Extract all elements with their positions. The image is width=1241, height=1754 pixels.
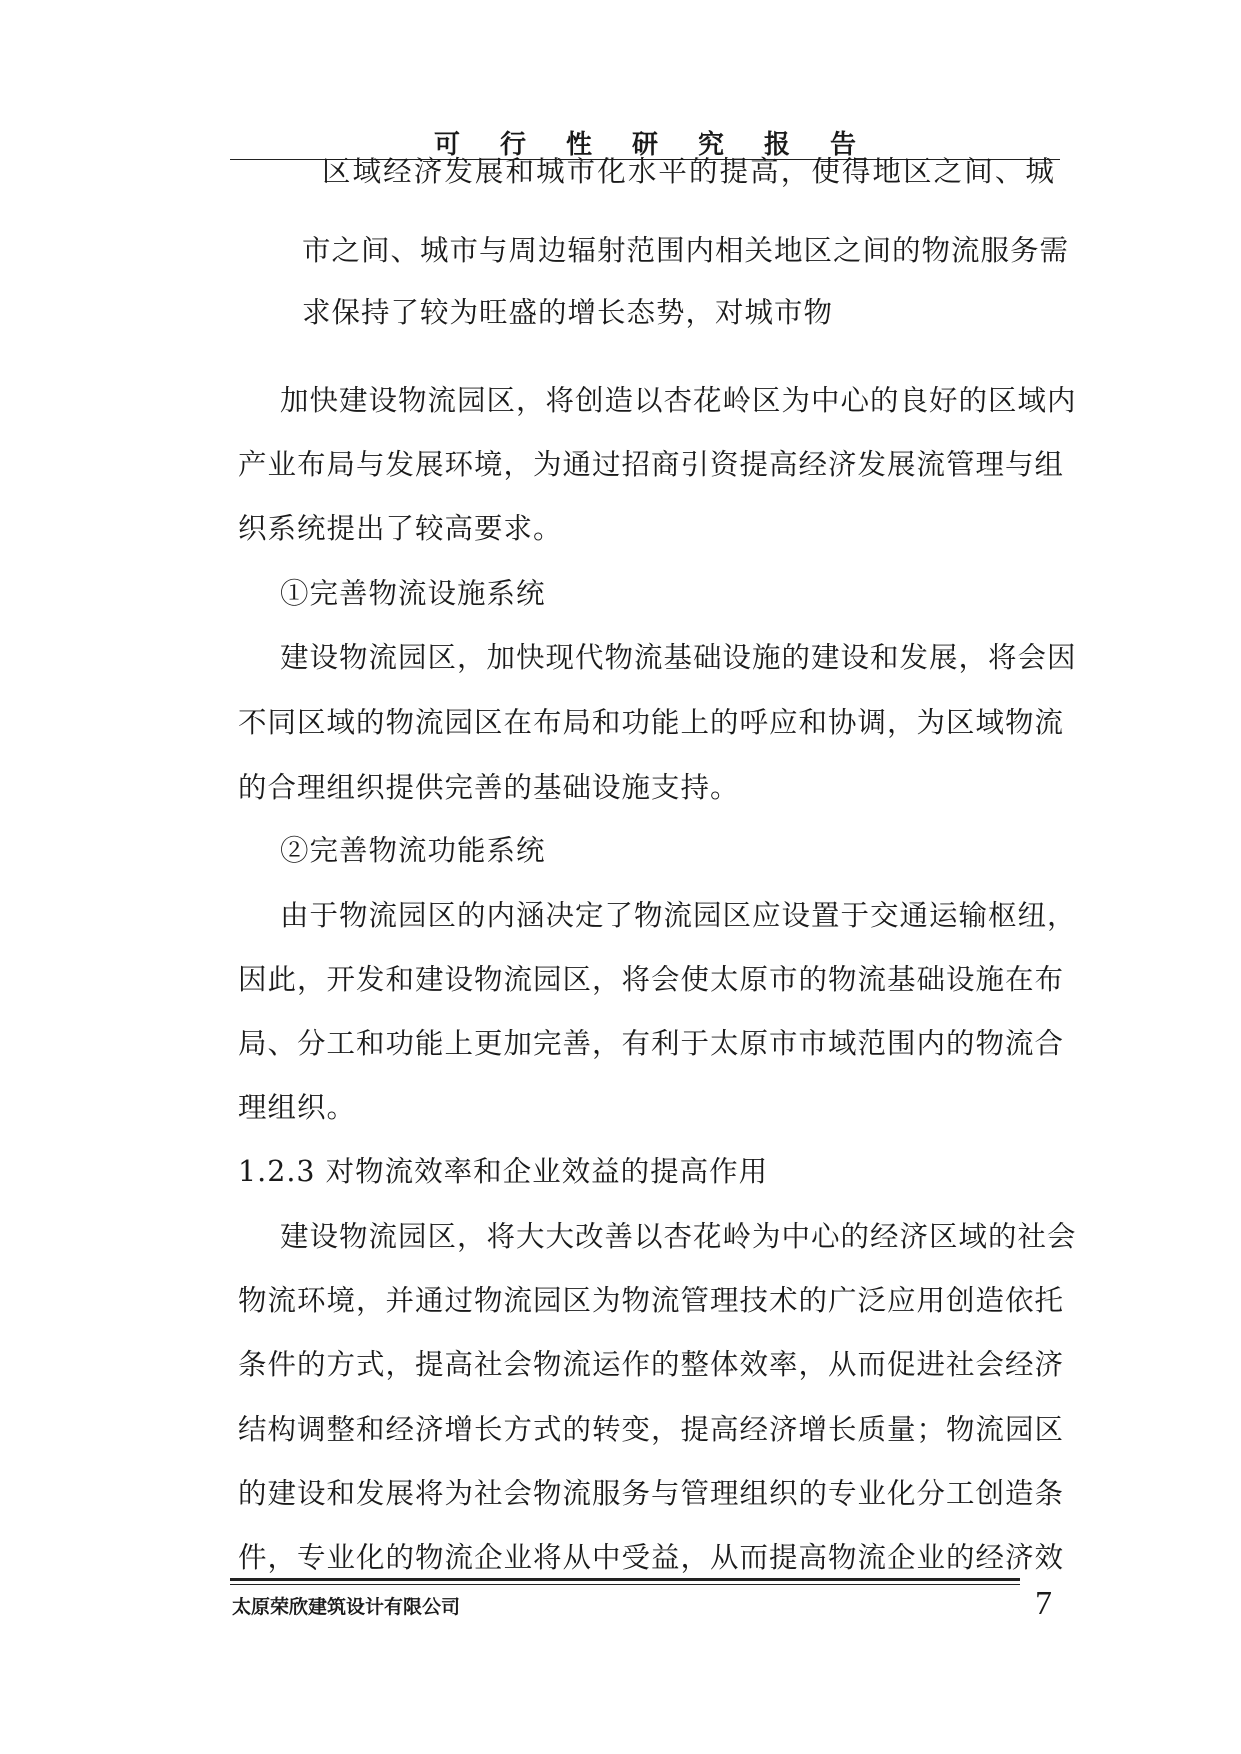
section-heading: 1.2.3 对物流效率和企业效益的提高作用 bbox=[238, 1155, 769, 1188]
text-line: 求保持了较为旺盛的增长态势，对城市物 bbox=[302, 296, 834, 329]
text-line: 结构调整和经济增长方式的转变，提高经济增长质量；物流园区 bbox=[238, 1413, 1065, 1446]
text-line: 由于物流园区的内涵决定了物流园区应设置于交通运输枢纽， bbox=[280, 899, 1077, 932]
footer-divider-thin bbox=[230, 1584, 1020, 1585]
text-line: 因此，开发和建设物流园区，将会使太原市的物流基础设施在布 bbox=[238, 963, 1065, 996]
text-line: 织系统提出了较高要求。 bbox=[238, 512, 563, 545]
text-line: 理组织。 bbox=[238, 1091, 357, 1124]
text-line: 区域经济发展和城市化水平的提高，使得地区之间、城 bbox=[322, 155, 1056, 188]
text-line: 建设物流园区，加快现代物流基础设施的建设和发展，将会因 bbox=[280, 641, 1077, 674]
text-line: 市之间、城市与周边辐射范围内相关地区之间的物流服务需 bbox=[302, 234, 1070, 267]
footer-company-name: 太原荣欣建筑设计有限公司 bbox=[232, 1596, 461, 1618]
text-line: 局、分工和功能上更加完善，有利于太原市市域范围内的物流合 bbox=[238, 1027, 1065, 1060]
text-line: 件，专业化的物流企业将从中受益，从而提高物流企业的经济效 bbox=[238, 1541, 1065, 1574]
list-heading: ①完善物流设施系统 bbox=[280, 577, 546, 610]
page-number: 7 bbox=[1035, 1585, 1052, 1622]
text-line: 产业布局与发展环境，为通过招商引资提高经济发展流管理与组 bbox=[238, 448, 1065, 481]
text-line: 的合理组织提供完善的基础设施支持。 bbox=[238, 771, 740, 804]
text-line: 条件的方式，提高社会物流运作的整体效率，从而促进社会经济 bbox=[238, 1348, 1065, 1381]
footer-divider bbox=[230, 1578, 1020, 1581]
text-line: 加快建设物流园区，将创造以杏花岭区为中心的良好的区域内 bbox=[280, 384, 1077, 417]
list-heading: ②完善物流功能系统 bbox=[280, 834, 546, 867]
text-line: 建设物流园区，将大大改善以杏花岭为中心的经济区域的社会 bbox=[280, 1220, 1077, 1253]
text-line: 物流环境，并通过物流园区为物流管理技术的广泛应用创造依托 bbox=[238, 1284, 1065, 1317]
text-line: 不同区域的物流园区在布局和功能上的呼应和协调，为区域物流 bbox=[238, 706, 1065, 739]
text-line: 的建设和发展将为社会物流服务与管理组织的专业化分工创造条 bbox=[238, 1477, 1065, 1510]
page-header-title: 可行性研究报告 bbox=[433, 130, 896, 160]
